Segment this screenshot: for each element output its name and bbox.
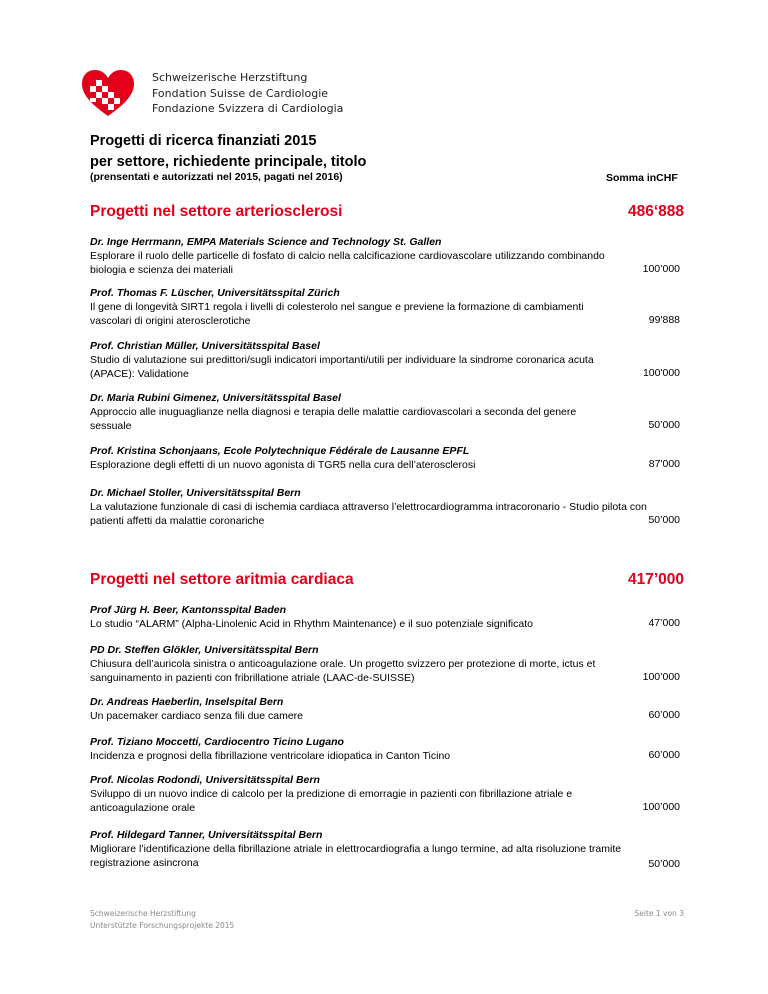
project-entry — [90, 603, 680, 631]
project-title: La valutazione funzionale di casi di ischemia cardiaca attraverso l’elettrocardiogramma intracoronario - Studio pilota con patienti affetti da malattie coronariche — [90, 501, 647, 527]
project-entry — [90, 286, 680, 328]
project-author: Prof. Nicolas Rodondi, Universitätsspital Bern — [90, 774, 320, 786]
project-entry — [90, 391, 680, 433]
project-amount: 50’000 — [648, 858, 680, 870]
project-amount: 100'000 — [642, 367, 680, 379]
project-author: Prof. Hildegard Tanner, Universitätsspital Bern — [90, 829, 323, 841]
org-name-block — [152, 70, 343, 117]
project-amount: 87'000 — [648, 458, 680, 470]
document-title-line1: Progetti di ricerca finanziati 2015 — [90, 133, 317, 149]
project-amount: 60’000 — [648, 709, 680, 721]
project-title: Studio di valutazione sui predittori/sugli indicatori importanti/utili per individuare la sindrome coronarica acuta (APACE): Validatione — [90, 354, 594, 380]
project-amount: 100’000 — [642, 801, 680, 813]
page-number: Seite 1 von 3 — [634, 909, 684, 918]
project-entry — [90, 643, 680, 685]
section-title: Progetti nel settore arteriosclerosi — [90, 203, 343, 220]
document-title-line2: per settore, richiedente principale, titolo — [90, 154, 367, 170]
project-title: Un pacemaker cardiaco senza fili due camere — [90, 710, 304, 722]
project-amount: 100’000 — [642, 671, 680, 683]
project-author: Dr. Inge Herrmann, EMPA Materials Science and Technology St. Gallen — [90, 236, 442, 248]
project-amount: 100’000 — [642, 263, 680, 275]
sum-column-header: Somma inCHF — [606, 172, 678, 184]
project-title: Sviluppo di un nuovo indice di calcolo per la predizione di emorragie in pazienti con fibrillazione atriale e anticoagulazione orale — [90, 788, 573, 814]
project-title: Chiusura dell’auricola sinistra o anticoagulazione orale. Un progetto svizzero per protezione di morte, ictus et sanguinamento in pazienti con fribrillatione atriale (LAAC-de-SUISSE) — [90, 658, 596, 684]
project-author: Prof. Kristina Schonjaans, Ecole Polytechnique Fédérale de Lausanne EPFL — [90, 445, 470, 457]
project-title: Incidenza e prognosi della fibrillazione ventricolare idiopatica in Canton Ticino — [90, 750, 451, 762]
section-total: 417’000 — [627, 571, 684, 588]
project-author: PD Dr. Steffen Glökler, Universitätsspital Bern — [90, 644, 319, 656]
project-title: Migliorare l’identificazione della fibrillazione atriale in elettrocardiografia a lungo termine, ad alta risoluzione tramite registrazione asincrona — [90, 843, 622, 869]
page-footer — [90, 908, 234, 932]
project-entry — [90, 735, 680, 763]
project-title: Lo studio “ALARM” (Alpha-Linolenic Acid in Rhythm Maintenance) e il suo potenziale significato — [90, 618, 533, 630]
project-title: Il gene di longevità SIRT1 regola i livelli di colesterolo nel sangue e previene la formazione di cambiamenti vascolari di origini aterosclerotiche — [90, 301, 584, 327]
project-author: Prof. Tiziano Moccetti, Cardiocentro Ticino Lugano — [90, 736, 344, 748]
project-entry — [90, 444, 680, 472]
project-entry — [90, 339, 680, 381]
org-name-de: Schweizerische Herzstiftung — [152, 71, 308, 84]
org-name-it: Fondazione Svizzera di Cardiologia — [152, 102, 344, 115]
project-amount: 99'888 — [648, 314, 680, 326]
project-amount: 50’000 — [648, 514, 680, 526]
footer-org-name: Schweizerische Herzstiftung — [90, 909, 196, 918]
org-name-fr: Fondation Suisse de Cardiologie — [152, 86, 329, 100]
project-amount: 60’000 — [648, 749, 680, 761]
section-title: Progetti nel settore aritmia cardiaca — [90, 571, 354, 588]
project-entry — [90, 828, 680, 870]
project-entry — [90, 695, 680, 723]
project-amount: 50’000 — [648, 419, 680, 431]
project-author: Dr. Andreas Haeberlin, Inselspital Bern — [90, 696, 284, 708]
project-entry — [90, 486, 680, 528]
project-entry — [90, 235, 680, 277]
document-subtitle: (prensentati e autorizzati nel 2015, pagati nel 2016) — [90, 171, 343, 183]
project-title: Approccio alle inuguaglianze nella diagnosi e terapia delle malattie cardiovascolari a seconda del genere sessuale — [90, 406, 577, 432]
project-title: Esplorazione degli effetti di un nuovo agonista di TGR5 nella cura dell’aterosclerosi — [90, 459, 476, 471]
document-title — [90, 131, 366, 173]
project-author: Prof. Christian Müller, Universitätsspital Basel — [90, 340, 320, 352]
project-entry — [90, 773, 680, 815]
project-author: Dr. Maria Rubini Gimenez, Universitätsspital Basel — [90, 392, 341, 404]
project-author: Prof Jürg H. Beer, Kantonsspital Baden — [90, 604, 287, 616]
project-amount: 47’000 — [648, 617, 680, 629]
footer-doc-name: Unterstützte Forschungsprojekte 2015 — [90, 921, 235, 930]
project-author: Prof. Thomas F. Lüscher, Universitätsspital Zürich — [90, 287, 340, 299]
project-title: Esplorare il ruolo delle particelle di fosfato di calcio nella calcificazione cardiovascolare utilizzando combinando biologia e scienza dei materiali — [90, 250, 605, 276]
project-author: Dr. Michael Stoller, Universitätsspital Bern — [90, 487, 301, 499]
section-total: 486‘888 — [627, 203, 684, 220]
heart-logo-icon — [80, 68, 136, 118]
